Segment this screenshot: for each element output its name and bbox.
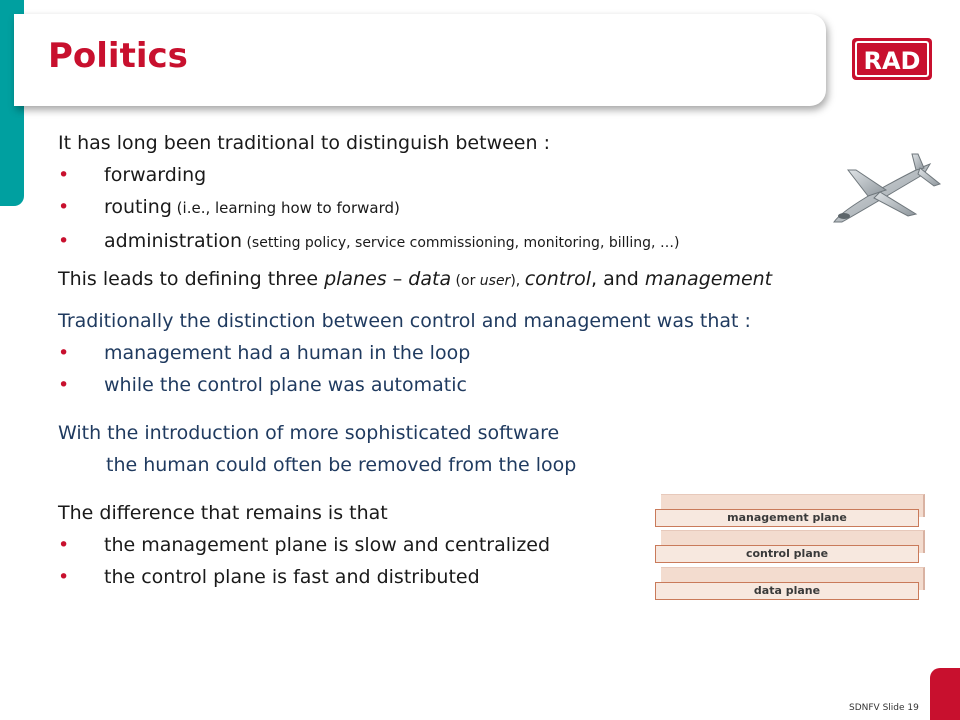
plane-label: management plane [727, 511, 847, 524]
list-item [58, 566, 658, 590]
planes-diagram [655, 494, 925, 604]
bullet: • [58, 342, 70, 364]
item-text: the control plane is fast and distributed [104, 566, 480, 588]
list-item [58, 164, 918, 188]
bullet: • [58, 230, 70, 252]
bullet: • [58, 566, 70, 588]
logo-text: RAD [863, 47, 921, 75]
item-main: administration [104, 230, 243, 252]
data-word: data [408, 268, 452, 290]
bullet: • [58, 164, 70, 186]
software-text: With the introduction of more sophisticated software [58, 422, 560, 444]
bullet: • [58, 534, 70, 556]
list-item [58, 230, 918, 254]
list-item [58, 374, 918, 398]
plane-layer [655, 509, 919, 527]
plane-layer [655, 545, 919, 563]
list-item [58, 534, 658, 558]
management-word: management [644, 268, 773, 290]
intro-text: It has long been traditional to distinguish between : [58, 132, 550, 154]
traditional-text: Traditionally the distinction between control and management was that : [58, 310, 751, 332]
list-item [58, 196, 918, 220]
plane-layer [655, 582, 919, 600]
item-main: routing [104, 196, 172, 218]
control-word: control [524, 268, 591, 290]
list-item [58, 342, 918, 366]
planes-sentence: This leads to defining three planes – data (or user), control, and management [58, 268, 773, 290]
corner-accent [930, 668, 960, 720]
software-text-indent: the human could often be removed from the loop [106, 454, 577, 476]
bullet: • [58, 196, 70, 218]
slide-title: Politics [48, 36, 188, 76]
item-note: (setting policy, service commissioning, monitoring, billing, …) [242, 235, 680, 251]
difference-text: The difference that remains is that [58, 502, 388, 524]
item-text: the management plane is slow and centralized [104, 534, 551, 556]
user-word: user [479, 273, 511, 289]
item-text: management had a human in the loop [104, 342, 471, 364]
planes-word: planes [324, 268, 387, 290]
item-note: (i.e., learning how to forward) [171, 199, 400, 217]
rad-logo [852, 38, 932, 80]
item-text: while the control plane was automatic [104, 374, 467, 396]
item-main: forwarding [104, 164, 207, 186]
bullet: • [58, 374, 70, 396]
plane-label: control plane [745, 547, 829, 560]
slide-number: SDNFV Slide 19 [849, 703, 919, 713]
plane-label: data plane [753, 584, 821, 597]
